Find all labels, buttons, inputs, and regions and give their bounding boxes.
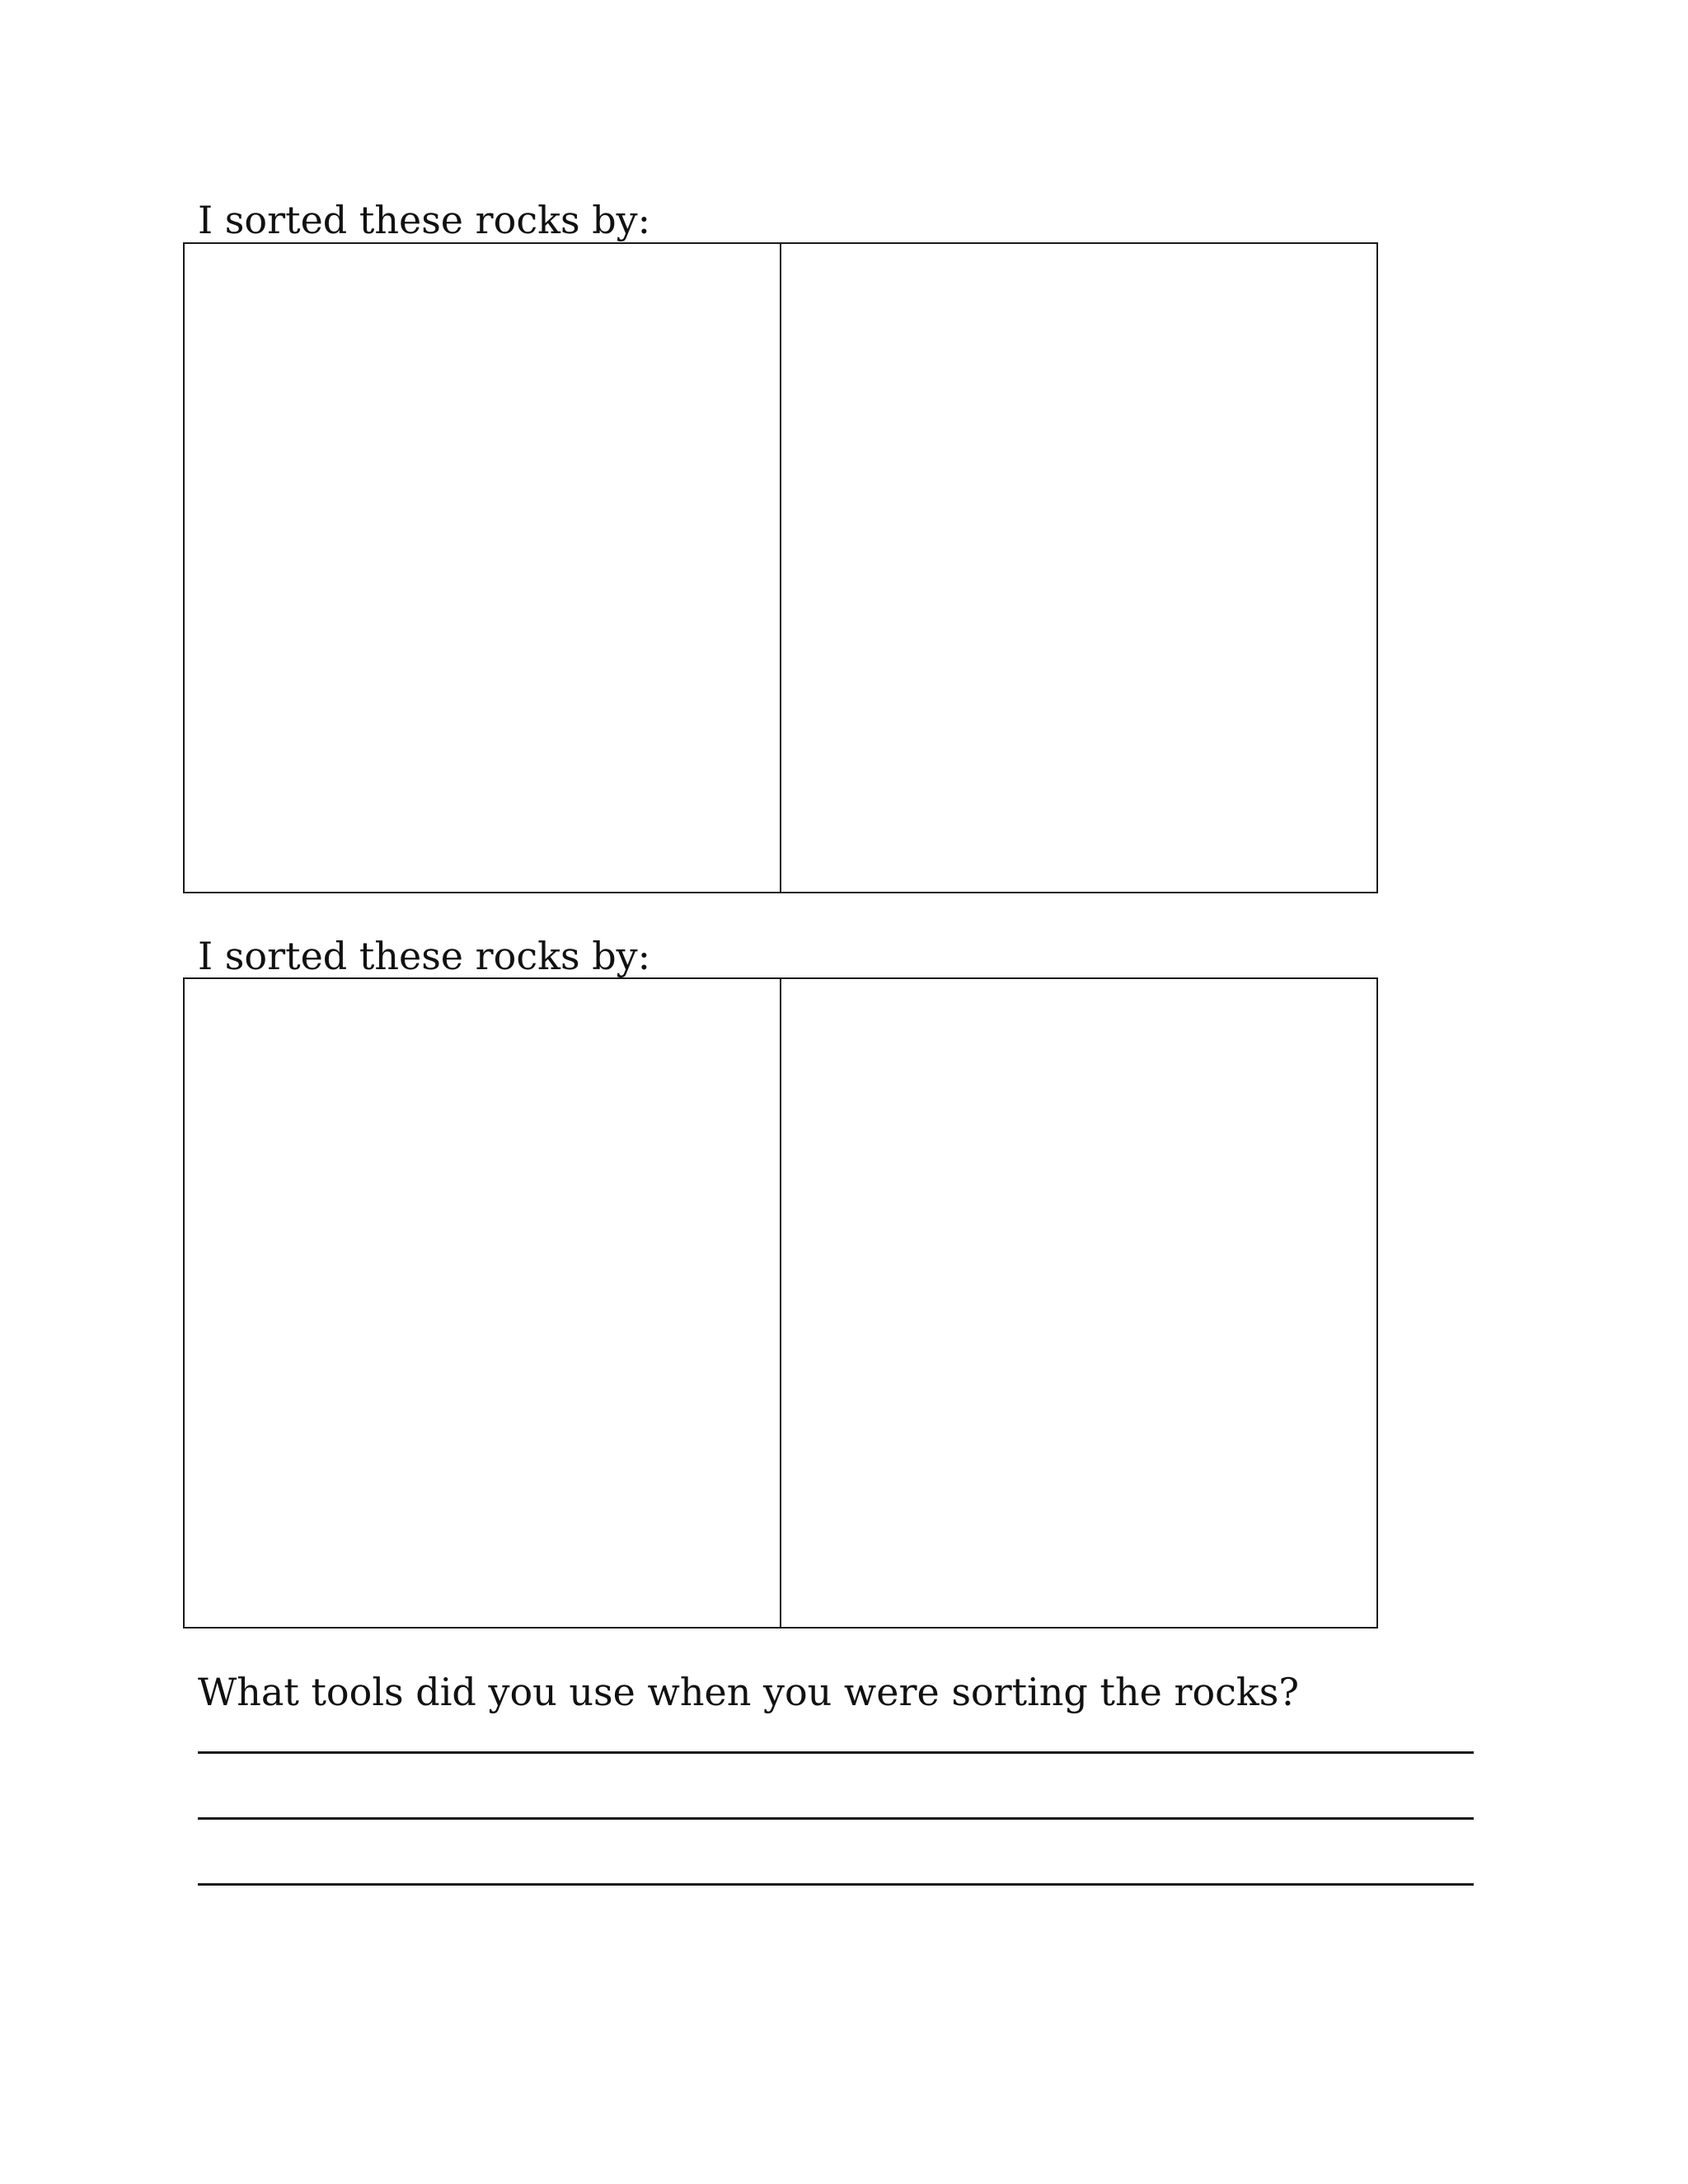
answer-line-1[interactable] [198,1751,1474,1754]
answer-line-3[interactable] [198,1883,1474,1886]
sort-cell-1-right[interactable] [781,244,1376,892]
sort-label-1: I sorted these rocks by: [198,198,651,242]
tools-question: What tools did you use when you were sorting the rocks? [198,1670,1300,1714]
sort-cell-1-left[interactable] [185,244,781,892]
answer-line-2[interactable] [198,1817,1474,1820]
sort-cell-2-left[interactable] [185,979,781,1627]
sort-table-1 [183,242,1378,893]
sort-label-2: I sorted these rocks by: [198,934,651,978]
sort-cell-2-right[interactable] [781,979,1376,1627]
sort-table-2 [183,977,1378,1629]
